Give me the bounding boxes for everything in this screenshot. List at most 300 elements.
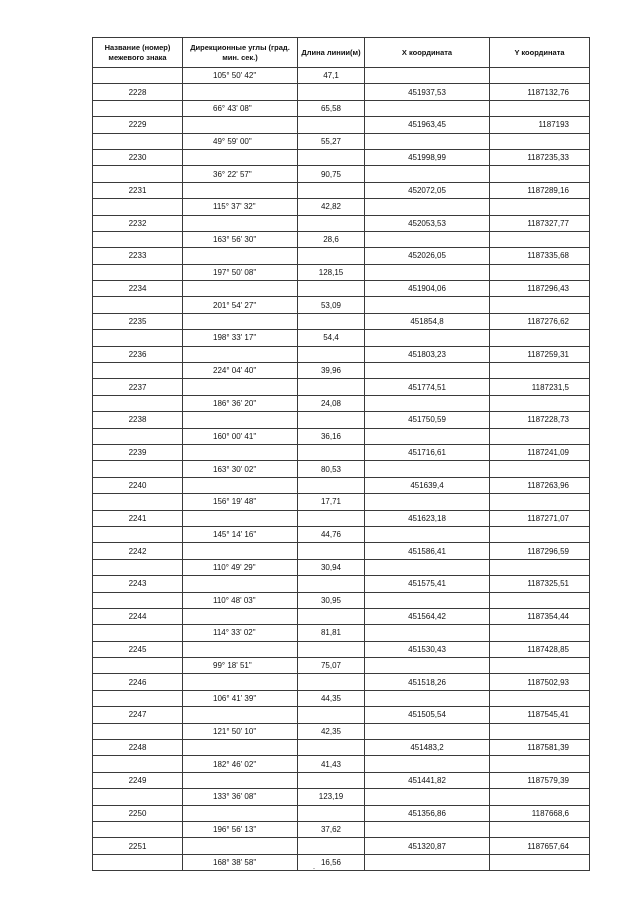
table-row	[93, 723, 590, 739]
cell-x-coordinate	[365, 428, 490, 444]
table-row	[93, 313, 590, 329]
cell-y-coordinate	[490, 264, 590, 280]
boundary-coordinates-table	[92, 37, 590, 871]
cell-mark-name	[93, 166, 183, 182]
table-row	[93, 133, 590, 149]
cell-mark-name: 2249	[93, 772, 183, 788]
cell-mark-name: 2237	[93, 379, 183, 395]
cell-x-coordinate	[365, 723, 490, 739]
cell-direction-angle: 36° 22' 57"	[183, 166, 298, 182]
cell-direction-angle	[183, 576, 298, 592]
cell-line-length: 36,16	[298, 428, 365, 444]
cell-line-length: 65,58	[298, 100, 365, 116]
cell-y-coordinate	[490, 363, 590, 379]
cell-mark-name: 2243	[93, 576, 183, 592]
cell-mark-name	[93, 461, 183, 477]
table-row	[93, 330, 590, 346]
cell-direction-angle: 201° 54' 27"	[183, 297, 298, 313]
cell-direction-angle: 182° 46' 02"	[183, 756, 298, 772]
table-row	[93, 854, 590, 870]
cell-direction-angle	[183, 444, 298, 460]
cell-mark-name: 2232	[93, 215, 183, 231]
cell-x-coordinate	[365, 526, 490, 542]
cell-y-coordinate: 1187228,73	[490, 412, 590, 428]
cell-line-length: 28,6	[298, 231, 365, 247]
cell-line-length: 42,82	[298, 199, 365, 215]
table-row	[93, 707, 590, 723]
cell-direction-angle	[183, 149, 298, 165]
cell-x-coordinate: 451518,26	[365, 674, 490, 690]
cell-y-coordinate	[490, 199, 590, 215]
cell-mark-name: 2234	[93, 281, 183, 297]
cell-y-coordinate: 1187296,59	[490, 543, 590, 559]
cell-mark-name	[93, 658, 183, 674]
cell-y-coordinate	[490, 625, 590, 641]
table-row	[93, 641, 590, 657]
cell-mark-name	[93, 330, 183, 346]
cell-x-coordinate	[365, 264, 490, 280]
table-row	[93, 428, 590, 444]
cell-line-length: 41,43	[298, 756, 365, 772]
cell-mark-name	[93, 133, 183, 149]
cell-mark-name: 2239	[93, 444, 183, 460]
cell-x-coordinate	[365, 461, 490, 477]
cell-y-coordinate	[490, 231, 590, 247]
cell-y-coordinate	[490, 789, 590, 805]
cell-direction-angle: 198° 33' 17"	[183, 330, 298, 346]
cell-mark-name: 2250	[93, 805, 183, 821]
cell-mark-name: 2246	[93, 674, 183, 690]
cell-mark-name: 2241	[93, 510, 183, 526]
cell-x-coordinate: 451483,2	[365, 740, 490, 756]
cell-line-length	[298, 772, 365, 788]
cell-direction-angle: 110° 48' 03"	[183, 592, 298, 608]
cell-mark-name	[93, 494, 183, 510]
cell-y-coordinate: 1187545,41	[490, 707, 590, 723]
cell-y-coordinate	[490, 526, 590, 542]
cell-x-coordinate	[365, 297, 490, 313]
cell-x-coordinate	[365, 395, 490, 411]
cell-x-coordinate	[365, 231, 490, 247]
cell-y-coordinate: 1187259,31	[490, 346, 590, 362]
cell-mark-name	[93, 690, 183, 706]
cell-line-length: 30,94	[298, 559, 365, 575]
cell-line-length	[298, 84, 365, 100]
header-angle: Дирекционные углы (град. мин. сек.)	[183, 38, 298, 68]
cell-line-length: 17,71	[298, 494, 365, 510]
cell-x-coordinate	[365, 494, 490, 510]
table-row	[93, 789, 590, 805]
cell-line-length	[298, 543, 365, 559]
cell-line-length	[298, 149, 365, 165]
cell-direction-angle: 160° 00' 41"	[183, 428, 298, 444]
table-row	[93, 199, 590, 215]
cell-y-coordinate	[490, 395, 590, 411]
cell-x-coordinate: 451505,54	[365, 707, 490, 723]
table-row	[93, 84, 590, 100]
cell-x-coordinate: 451564,42	[365, 608, 490, 624]
cell-line-length	[298, 641, 365, 657]
cell-y-coordinate: 1187296,43	[490, 281, 590, 297]
cell-y-coordinate: 1187335,68	[490, 248, 590, 264]
table-row	[93, 412, 590, 428]
cell-line-length: 30,95	[298, 592, 365, 608]
cell-x-coordinate: 451716,61	[365, 444, 490, 460]
cell-line-length: 54,4	[298, 330, 365, 346]
cell-x-coordinate: 451904,06	[365, 281, 490, 297]
cell-mark-name	[93, 395, 183, 411]
table-row	[93, 477, 590, 493]
table-row	[93, 543, 590, 559]
header-x: X координата	[365, 38, 490, 68]
cell-x-coordinate	[365, 756, 490, 772]
table-row	[93, 608, 590, 624]
cell-y-coordinate: 1187276,62	[490, 313, 590, 329]
cell-mark-name	[93, 625, 183, 641]
cell-mark-name: 2235	[93, 313, 183, 329]
table-row	[93, 821, 590, 837]
cell-line-length: 75,07	[298, 658, 365, 674]
cell-mark-name	[93, 526, 183, 542]
cell-x-coordinate	[365, 100, 490, 116]
cell-x-coordinate: 451586,41	[365, 543, 490, 559]
cell-direction-angle	[183, 84, 298, 100]
cell-direction-angle: 145° 14' 16"	[183, 526, 298, 542]
cell-line-length	[298, 510, 365, 526]
cell-direction-angle	[183, 281, 298, 297]
cell-x-coordinate	[365, 363, 490, 379]
table-row	[93, 510, 590, 526]
cell-y-coordinate: 1187132,76	[490, 84, 590, 100]
cell-mark-name: 2245	[93, 641, 183, 657]
cell-line-length: 90,75	[298, 166, 365, 182]
cell-x-coordinate: 452072,05	[365, 182, 490, 198]
cell-direction-angle	[183, 543, 298, 559]
cell-x-coordinate	[365, 592, 490, 608]
cell-line-length	[298, 838, 365, 854]
table-body	[93, 68, 590, 871]
cell-direction-angle: 121° 50' 10"	[183, 723, 298, 739]
cell-line-length	[298, 313, 365, 329]
cell-y-coordinate: 1187271,07	[490, 510, 590, 526]
cell-x-coordinate: 451356,86	[365, 805, 490, 821]
cell-mark-name	[93, 428, 183, 444]
table-row	[93, 363, 590, 379]
cell-mark-name	[93, 756, 183, 772]
cell-mark-name	[93, 297, 183, 313]
cell-mark-name	[93, 100, 183, 116]
cell-mark-name: 2228	[93, 84, 183, 100]
table-row	[93, 576, 590, 592]
cell-line-length: 55,27	[298, 133, 365, 149]
cell-y-coordinate: 1187231,5	[490, 379, 590, 395]
cell-line-length	[298, 379, 365, 395]
cell-y-coordinate	[490, 428, 590, 444]
table-row	[93, 805, 590, 821]
cell-y-coordinate: 1187289,16	[490, 182, 590, 198]
cell-x-coordinate: 451998,99	[365, 149, 490, 165]
cell-direction-angle: 224° 04' 40"	[183, 363, 298, 379]
cell-line-length	[298, 281, 365, 297]
cell-mark-name	[93, 854, 183, 870]
table-row	[93, 494, 590, 510]
cell-line-length	[298, 707, 365, 723]
cell-mark-name: 2236	[93, 346, 183, 362]
cell-x-coordinate: 451854,8	[365, 313, 490, 329]
cell-direction-angle: 163° 56' 30"	[183, 231, 298, 247]
cell-line-length: 80,53	[298, 461, 365, 477]
cell-y-coordinate: 1187581,39	[490, 740, 590, 756]
cell-direction-angle	[183, 674, 298, 690]
cell-y-coordinate	[490, 756, 590, 772]
cell-direction-angle: 168° 38' 58"	[183, 854, 298, 870]
cell-line-length	[298, 576, 365, 592]
table-row	[93, 100, 590, 116]
table-row	[93, 772, 590, 788]
cell-x-coordinate	[365, 166, 490, 182]
cell-mark-name	[93, 68, 183, 84]
table-row	[93, 166, 590, 182]
cell-mark-name	[93, 231, 183, 247]
cell-mark-name	[93, 821, 183, 837]
cell-line-length: 47,1	[298, 68, 365, 84]
cell-line-length: 128,15	[298, 264, 365, 280]
cell-direction-angle	[183, 182, 298, 198]
cell-direction-angle: 105° 50' 42"	[183, 68, 298, 84]
cell-direction-angle	[183, 805, 298, 821]
table-row	[93, 756, 590, 772]
cell-y-coordinate: 1187263,96	[490, 477, 590, 493]
cell-line-length: 39,96	[298, 363, 365, 379]
cell-y-coordinate	[490, 68, 590, 84]
cell-line-length: 42,35	[298, 723, 365, 739]
table-row	[93, 264, 590, 280]
cell-y-coordinate	[490, 592, 590, 608]
cell-mark-name: 2233	[93, 248, 183, 264]
cell-x-coordinate: 451575,41	[365, 576, 490, 592]
header-length: Длина линии(м)	[298, 38, 365, 68]
cell-line-length: 81,81	[298, 625, 365, 641]
cell-x-coordinate: 451774,51	[365, 379, 490, 395]
cell-line-length	[298, 346, 365, 362]
cell-y-coordinate: 1187193	[490, 117, 590, 133]
table-row	[93, 346, 590, 362]
cell-direction-angle: 114° 33' 02"	[183, 625, 298, 641]
cell-x-coordinate	[365, 821, 490, 837]
cell-x-coordinate: 451441,82	[365, 772, 490, 788]
cell-mark-name	[93, 559, 183, 575]
cell-mark-name: 2230	[93, 149, 183, 165]
table-row	[93, 117, 590, 133]
table-row	[93, 248, 590, 264]
cell-x-coordinate	[365, 330, 490, 346]
cell-y-coordinate	[490, 494, 590, 510]
cell-mark-name	[93, 789, 183, 805]
cell-x-coordinate: 452026,05	[365, 248, 490, 264]
table-row	[93, 625, 590, 641]
cell-mark-name: 2231	[93, 182, 183, 198]
cell-mark-name: 2244	[93, 608, 183, 624]
header-y: Y координата	[490, 38, 590, 68]
cell-y-coordinate	[490, 100, 590, 116]
cell-y-coordinate: 1187502,93	[490, 674, 590, 690]
cell-line-length	[298, 444, 365, 460]
cell-mark-name: 2242	[93, 543, 183, 559]
cell-x-coordinate	[365, 199, 490, 215]
cell-direction-angle: 110° 49' 29"	[183, 559, 298, 575]
cell-line-length	[298, 740, 365, 756]
table-row	[93, 68, 590, 84]
table-row	[93, 281, 590, 297]
cell-y-coordinate	[490, 690, 590, 706]
cell-x-coordinate	[365, 789, 490, 805]
table-row	[93, 182, 590, 198]
cell-y-coordinate: 1187428,85	[490, 641, 590, 657]
cell-direction-angle	[183, 707, 298, 723]
cell-x-coordinate: 451320,87	[365, 838, 490, 854]
cell-mark-name	[93, 592, 183, 608]
cell-y-coordinate	[490, 821, 590, 837]
scan-speck	[313, 868, 315, 869]
cell-y-coordinate	[490, 854, 590, 870]
cell-x-coordinate: 451937,53	[365, 84, 490, 100]
table-row	[93, 444, 590, 460]
cell-direction-angle	[183, 510, 298, 526]
cell-x-coordinate: 451963,45	[365, 117, 490, 133]
cell-line-length: 16,56	[298, 854, 365, 870]
cell-line-length	[298, 215, 365, 231]
cell-y-coordinate	[490, 133, 590, 149]
table-row	[93, 658, 590, 674]
table-row	[93, 690, 590, 706]
cell-x-coordinate: 451530,43	[365, 641, 490, 657]
cell-line-length: 44,35	[298, 690, 365, 706]
cell-direction-angle: 196° 56' 13"	[183, 821, 298, 837]
cell-y-coordinate: 1187579,39	[490, 772, 590, 788]
table-row	[93, 461, 590, 477]
cell-mark-name: 2240	[93, 477, 183, 493]
cell-mark-name	[93, 363, 183, 379]
cell-line-length: 37,62	[298, 821, 365, 837]
cell-x-coordinate: 451623,18	[365, 510, 490, 526]
cell-mark-name: 2251	[93, 838, 183, 854]
table-row	[93, 674, 590, 690]
cell-x-coordinate: 452053,53	[365, 215, 490, 231]
cell-mark-name: 2229	[93, 117, 183, 133]
cell-line-length: 123,19	[298, 789, 365, 805]
table-header-row	[93, 38, 590, 68]
cell-direction-angle	[183, 838, 298, 854]
cell-mark-name: 2248	[93, 740, 183, 756]
cell-mark-name	[93, 264, 183, 280]
cell-line-length	[298, 805, 365, 821]
cell-line-length	[298, 412, 365, 428]
table-row	[93, 297, 590, 313]
cell-direction-angle: 197° 50' 08"	[183, 264, 298, 280]
cell-x-coordinate	[365, 854, 490, 870]
cell-x-coordinate	[365, 68, 490, 84]
cell-direction-angle	[183, 379, 298, 395]
cell-y-coordinate	[490, 559, 590, 575]
cell-direction-angle	[183, 641, 298, 657]
cell-x-coordinate	[365, 658, 490, 674]
cell-x-coordinate: 451750,59	[365, 412, 490, 428]
cell-y-coordinate	[490, 461, 590, 477]
cell-direction-angle	[183, 412, 298, 428]
cell-direction-angle	[183, 215, 298, 231]
cell-y-coordinate	[490, 723, 590, 739]
cell-direction-angle	[183, 117, 298, 133]
cell-y-coordinate: 1187327,77	[490, 215, 590, 231]
cell-direction-angle: 66° 43' 08"	[183, 100, 298, 116]
cell-direction-angle: 49° 59' 00"	[183, 133, 298, 149]
cell-x-coordinate: 451639,4	[365, 477, 490, 493]
cell-mark-name: 2238	[93, 412, 183, 428]
cell-line-length: 53,09	[298, 297, 365, 313]
cell-y-coordinate	[490, 297, 590, 313]
cell-mark-name	[93, 199, 183, 215]
cell-direction-angle	[183, 477, 298, 493]
cell-y-coordinate: 1187235,33	[490, 149, 590, 165]
cell-mark-name: 2247	[93, 707, 183, 723]
cell-direction-angle: 133° 36' 08"	[183, 789, 298, 805]
cell-y-coordinate: 1187354,44	[490, 608, 590, 624]
cell-line-length: 24,08	[298, 395, 365, 411]
cell-direction-angle: 106° 41' 39"	[183, 690, 298, 706]
table-row	[93, 395, 590, 411]
cell-direction-angle	[183, 313, 298, 329]
cell-direction-angle	[183, 772, 298, 788]
table-row	[93, 526, 590, 542]
table-row	[93, 149, 590, 165]
cell-direction-angle	[183, 248, 298, 264]
cell-y-coordinate	[490, 658, 590, 674]
cell-x-coordinate	[365, 690, 490, 706]
cell-y-coordinate: 1187657,64	[490, 838, 590, 854]
cell-direction-angle: 115° 37' 32"	[183, 199, 298, 215]
table-row	[93, 231, 590, 247]
cell-y-coordinate: 1187668,6	[490, 805, 590, 821]
cell-y-coordinate: 1187241,09	[490, 444, 590, 460]
cell-line-length	[298, 117, 365, 133]
table-row	[93, 592, 590, 608]
header-name: Название (номер) межевого знака	[93, 38, 183, 68]
cell-direction-angle: 163° 30' 02"	[183, 461, 298, 477]
table-row	[93, 838, 590, 854]
cell-line-length: 44,76	[298, 526, 365, 542]
cell-direction-angle	[183, 608, 298, 624]
cell-x-coordinate	[365, 133, 490, 149]
cell-mark-name	[93, 723, 183, 739]
cell-line-length	[298, 608, 365, 624]
cell-line-length	[298, 674, 365, 690]
cell-x-coordinate	[365, 559, 490, 575]
cell-line-length	[298, 477, 365, 493]
cell-x-coordinate: 451803,23	[365, 346, 490, 362]
cell-line-length	[298, 248, 365, 264]
cell-direction-angle	[183, 740, 298, 756]
cell-y-coordinate	[490, 166, 590, 182]
cell-direction-angle	[183, 346, 298, 362]
cell-direction-angle: 186° 36' 20"	[183, 395, 298, 411]
cell-direction-angle: 156° 19' 48"	[183, 494, 298, 510]
table-row	[93, 379, 590, 395]
table-row	[93, 215, 590, 231]
cell-x-coordinate	[365, 625, 490, 641]
cell-line-length	[298, 182, 365, 198]
cell-y-coordinate: 1187325,51	[490, 576, 590, 592]
cell-direction-angle: 99° 18' 51"	[183, 658, 298, 674]
